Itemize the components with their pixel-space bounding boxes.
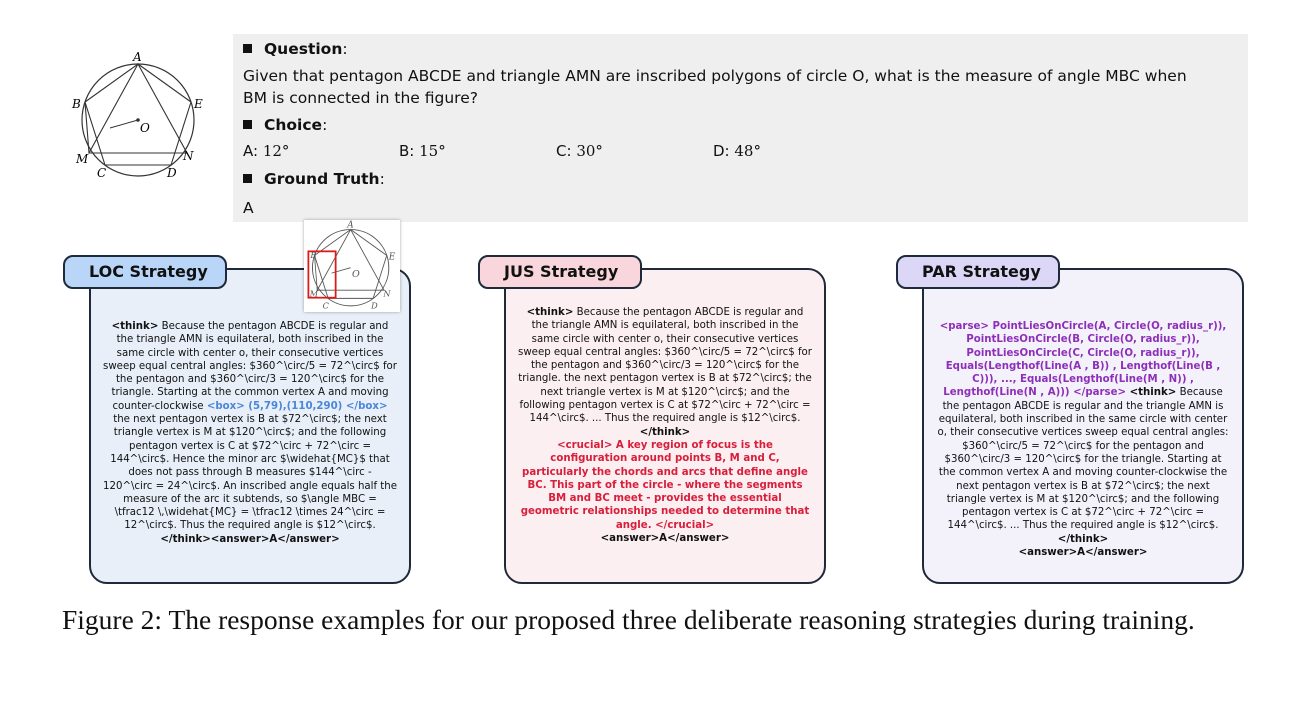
geometry-figure	[70, 50, 210, 185]
par-strategy-card	[922, 268, 1244, 584]
fig-label-a: A	[133, 50, 142, 64]
par-strategy-tab: PAR Strategy	[896, 255, 1060, 289]
loc-strategy-card	[89, 268, 411, 584]
fig-label-n: N	[183, 149, 194, 163]
svg-text:N: N	[383, 288, 391, 299]
jus-strategy-tab: JUS Strategy	[478, 255, 642, 289]
fig-label-c: C	[97, 166, 107, 180]
bullet-square	[243, 44, 252, 53]
loc-strategy-tab: LOC Strategy	[63, 255, 227, 289]
fig-label-d: D	[167, 166, 177, 180]
fig-label-b: B	[72, 97, 81, 111]
svg-text:A: A	[347, 220, 354, 231]
question-text-line1: Given that pentagon ABCDE and triangle AMN are inscribed polygons of circle O, what is the measure of angle MBC when	[243, 67, 1187, 85]
bullet-square	[243, 174, 252, 183]
svg-text:C: C	[322, 300, 329, 311]
ground-truth-value: A	[243, 199, 254, 217]
svg-text:E: E	[388, 252, 396, 263]
loc-box-tag: <box> (5,79),(110,290) </box>	[206, 400, 388, 412]
question-panel	[233, 34, 1248, 222]
svg-text:M: M	[309, 288, 319, 299]
svg-text:O: O	[352, 269, 360, 281]
jus-crucial-tag: <crucial> A key region of focus is the configuration around points B, M and C, particularly the chords and arcs that define angle BC. This part of the circle - where the segments BM and BC meet - provides the essential geometric relationships needed to determine that angle. </crucial>	[520, 439, 810, 531]
question-text-line2: BM is connected in the figure?	[243, 89, 478, 107]
question-heading: Question:	[243, 38, 348, 60]
loc-response-text: <think> Because the pentagon ABCDE is regular and the triangle AMN is equilateral, both inscribed in the same circle with center o, their consecutive vertices sweep equal central angles: $360^\circ/5 = 72^\circ$ for the pentagon and $360^\circ/3 = 120^\circ$ for the triangle. Starting at the common vertex A and moving counter-clockwise <box> (5,79),(110,290) </box> the next pentagon vertex is B at $72^\circ$; the next triangle vertex is M at $120^\circ$; and the following pentagon vertex is C at $72^\circ + 72^\circ = 144^\circ$. Hence the minor arc $\widehat{MC}$ that does not pass through B measures $144^\circ - 120^\circ = 24^\circ$. An inscribed angle equals half the measure of the arc it subtends, so $\angle MBC = \tfrac12 \,\widehat{MC} = \tfrac12 \times 24^\circ = 12^\circ$. Thus the required angle is $12^\circ$.</think><answer>A</answer>	[103, 321, 398, 545]
thumbnail-geometry	[304, 220, 400, 312]
fig-label-m: M	[76, 152, 89, 166]
figure-thumbnail	[304, 220, 400, 312]
fig-label-o: O	[140, 121, 150, 135]
bullet-square	[243, 120, 252, 129]
par-response-text: <parse> PointLiesOnCircle(A, Circle(O, radius_r)), PointLiesOnCircle(B, Circle(O, radius_r)), PointLiesOnCircle(C, Circle(O, radius_r)), Equals(Lengthof(Line(A , B)) , Lengthof(Line(B , C))), ..., Equals(Lengthof(Line(M , N)) , Lengthof(Line(N , A))) </parse> <think> Because the pentagon ABCDE is regular and the triangle AMN is equilateral, both inscribed in the same circle with center o, their consecutive vertices sweep equal central angles: $360^\circ/5 = 72^\circ$ for the pentagon and $360^\circ/3 = 120^\circ$ for the triangle. Starting at the common vertex A and moving counter-clockwise the next pentagon vertex is B at $72^\circ$; the next triangle vertex is M at $120^\circ$; and the following pentagon vertex is C at $72^\circ + 72^\circ = 144^\circ$. ... Thus the required angle is $12^\circ$.</think> <answer>A</answer>	[937, 321, 1229, 559]
choice-c: C: 30°	[556, 142, 603, 160]
jus-response-text: <think> Because the pentagon ABCDE is regular and the triangle AMN is equilateral, both inscribed in the same circle with center o, their consecutive vertices sweep equal central angles: $360^\circ/5 = 72^\circ$ for the pentagon and $360^\circ/3 = 120^\circ$ for the triangle. the next pentagon vertex is B at $72^\circ$; the next triangle vertex is M at $120^\circ$; and the following pentagon vertex is C at $72^\circ + 72^\circ = 144^\circ$. ... Thus the required angle is $12^\circ$.</think> <crucial> A key region of focus is the configuration around points B, M and C, particularly the chords and arcs that define angle BC. This part of the circle - where the segments BM and BC meet - provides the essential geometric relationships needed to determine that angle. </crucial> <answer>A</answer>	[518, 307, 812, 545]
svg-text:D: D	[371, 300, 378, 311]
svg-text:B: B	[310, 250, 317, 261]
figure-caption: Figure 2: The response examples for our proposed three deliberate reasoning strategies during training.	[62, 604, 1195, 635]
par-parse-tag: <parse> PointLiesOnCircle(A, Circle(O, radius_r)), PointLiesOnCircle(B, Circle(O, radius_r)), PointLiesOnCircle(C, Circle(O, radius_r)), Equals(Lengthof(Line(A , B)) , Lengthof(Line(B , C))), ..., Equals(Lengthof(Line(M , N)) , Lengthof(Line(N , A))) </parse>	[939, 321, 1227, 399]
choice-heading: Choice:	[243, 114, 327, 136]
fig-label-e: E	[194, 97, 203, 111]
ground-truth-heading: Ground Truth:	[243, 168, 385, 190]
jus-strategy-card	[504, 268, 826, 584]
choice-a: A: 12°	[243, 142, 290, 160]
choice-b: B: 15°	[399, 142, 446, 160]
choice-d: D: 48°	[713, 142, 761, 160]
